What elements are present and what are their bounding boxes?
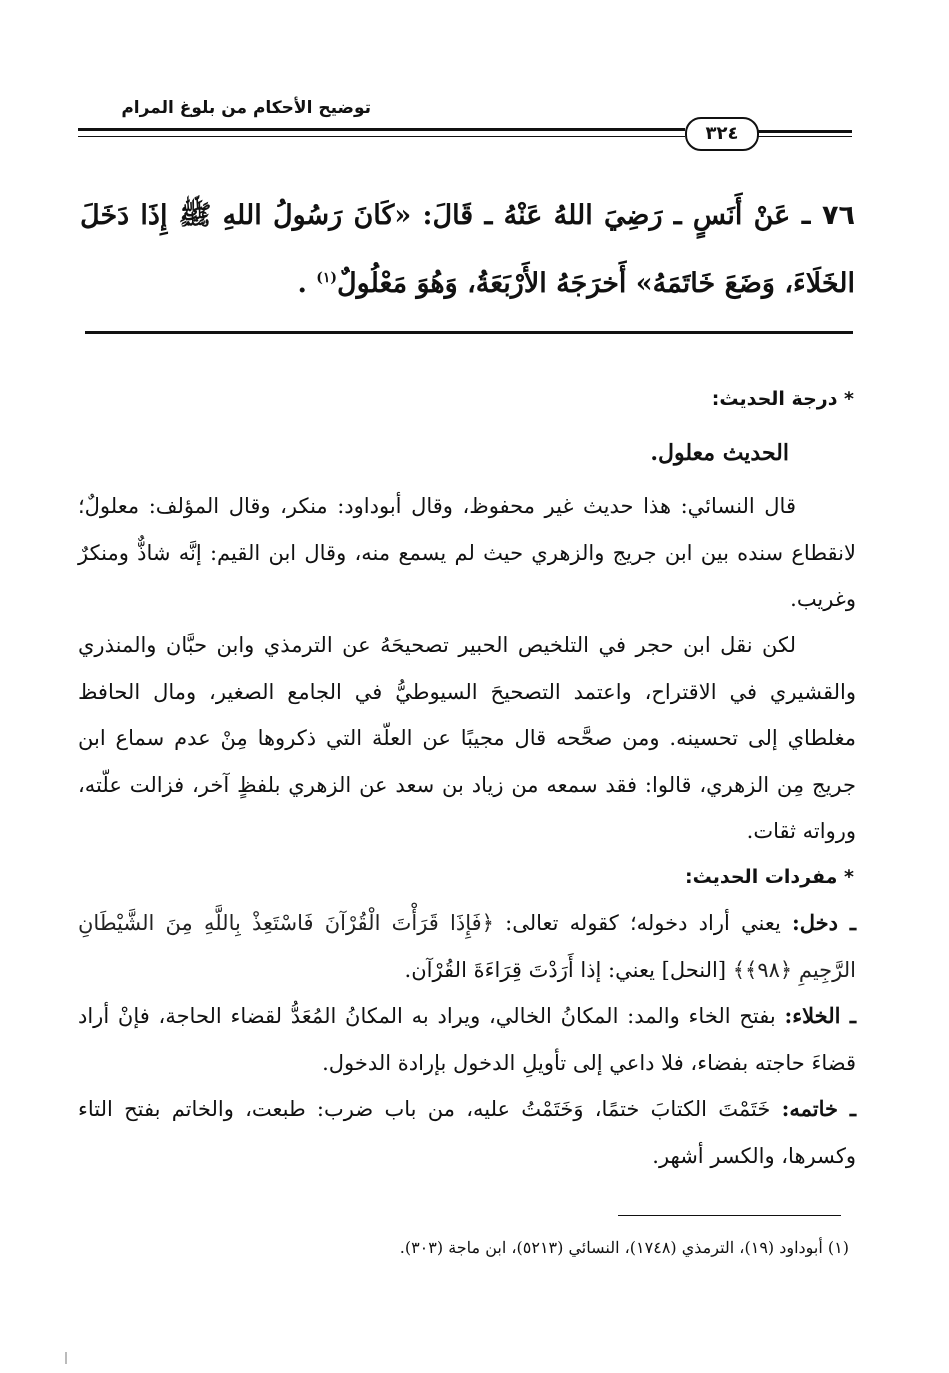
grade-verdict: الحديث معلول. [650, 440, 789, 466]
vocab-definition: خَتَمْتَ الكتابَ ختمًا، وَخَتَمْتُ عليه، من باب ضرب: طبعت، والخاتم بفتح التاء وكسرها، والكسر أشهر. [78, 1097, 856, 1168]
vocab-item-dakhal [78, 900, 856, 993]
header-rule-right [757, 130, 852, 133]
quran-verse: ﴿فَإِذَا قَرَأْتَ الْقُرْآنَ فَاسْتَعِذْ بِاللَّهِ مِنَ الشَّيْطَانِ الرَّجِيمِ ﴿٩٨﴾﴾ [78, 911, 856, 982]
vocab-term: ـ دخل: [792, 910, 856, 935]
grade-paragraph-1: قال النسائي: هذا حديث غير محفوظ، وقال أبوداود: منكر، وقال المؤلف: معلولٌ؛ لانقطاع سنده بين ابن جريج والزهري حيث لم يسمع منه، وقال ابن القيم: إنَّه شاذٌّ ومنكرٌ وغريب. [78, 494, 856, 611]
vocab-item-khatamahu [78, 1086, 856, 1179]
vocab-term: ـ الخلاء: [784, 1003, 856, 1028]
page-number-badge: ٣٢٤ [685, 117, 759, 151]
footnote-1: (١) أبوداود (١٩)، الترمذي (١٧٤٨)، النسائي (٥٢١٣)، ابن ماجة (٣٠٣). [399, 1238, 849, 1257]
vocab-definition-continued: [النحل] يعني: إذا أَرَدْتَ قِرَاءَةَ القُرْآن. [404, 957, 733, 982]
running-header-title: توضيح الأحكام من بلوغ المرام [121, 98, 371, 118]
footnote-separator [618, 1215, 841, 1216]
hadith-end: . [297, 268, 317, 299]
header-rule-right-thin [757, 136, 852, 137]
hadith-separator-rule [85, 331, 853, 334]
vocab-definition: يعني أراد دخوله؛ كقوله تعالى: [493, 911, 793, 935]
hadith-text: عَنْ أَنَسٍ ـ رَضِيَ اللهُ عَنْهُ ـ قَالَ: «كَانَ رَسُولُ اللهِ ﷺ إِذَا دَخَلَ الخَلَاءَ، وَضَعَ خَاتَمَهُ» أَخرَجَهُ الأَرْبَعَةُ، وَهُوَ مَعْلُولٌ [80, 200, 855, 299]
vocab-term: ـ خاتمه: [781, 1096, 856, 1121]
vocab-section-heading: * مفردات الحديث: [685, 866, 854, 888]
grade-section-heading: * درجة الحديث: [711, 388, 854, 410]
header-rule-top [78, 128, 685, 131]
header-rule-bottom [78, 136, 685, 137]
footnote-marker: (١) [316, 270, 338, 286]
scan-mark [65, 1352, 67, 1364]
hadith-text-block [80, 185, 855, 315]
hadith-number: ٧٦ ـ [801, 200, 856, 231]
vocab-definition: بفتح الخاء والمد: المكانُ الخالي، ويراد به المكانُ المُعَدُّ لقضاء الحاجة، فإنْ أراد قضاءَ حاجته بفضاء، فلا داعي إلى تأويلِ الدخول بإرادة الدخول. [78, 1004, 856, 1075]
grade-paragraph-2: لكن نقل ابن حجر في التلخيص الحبير تصحيحَهُ عن الترمذي وابن حبَّان والمنذري والقشيري في الاقتراح، واعتمد التصحيحَ السيوطيُّ في الجامع الصغير، ومال الحافظ مغلطاي إلى تحسينه. ومن صحَّحه قال مجيبًا عن العلّة التي ذكروها مِنْ عدم سماع ابن جريج مِن الزهري، قالوا: فقد سمعه من زياد بن سعد عن الزهري بلفظٍ آخر، فزالت علّته، ورواته ثقات. [78, 633, 856, 843]
vocab-item-khala [78, 993, 856, 1086]
